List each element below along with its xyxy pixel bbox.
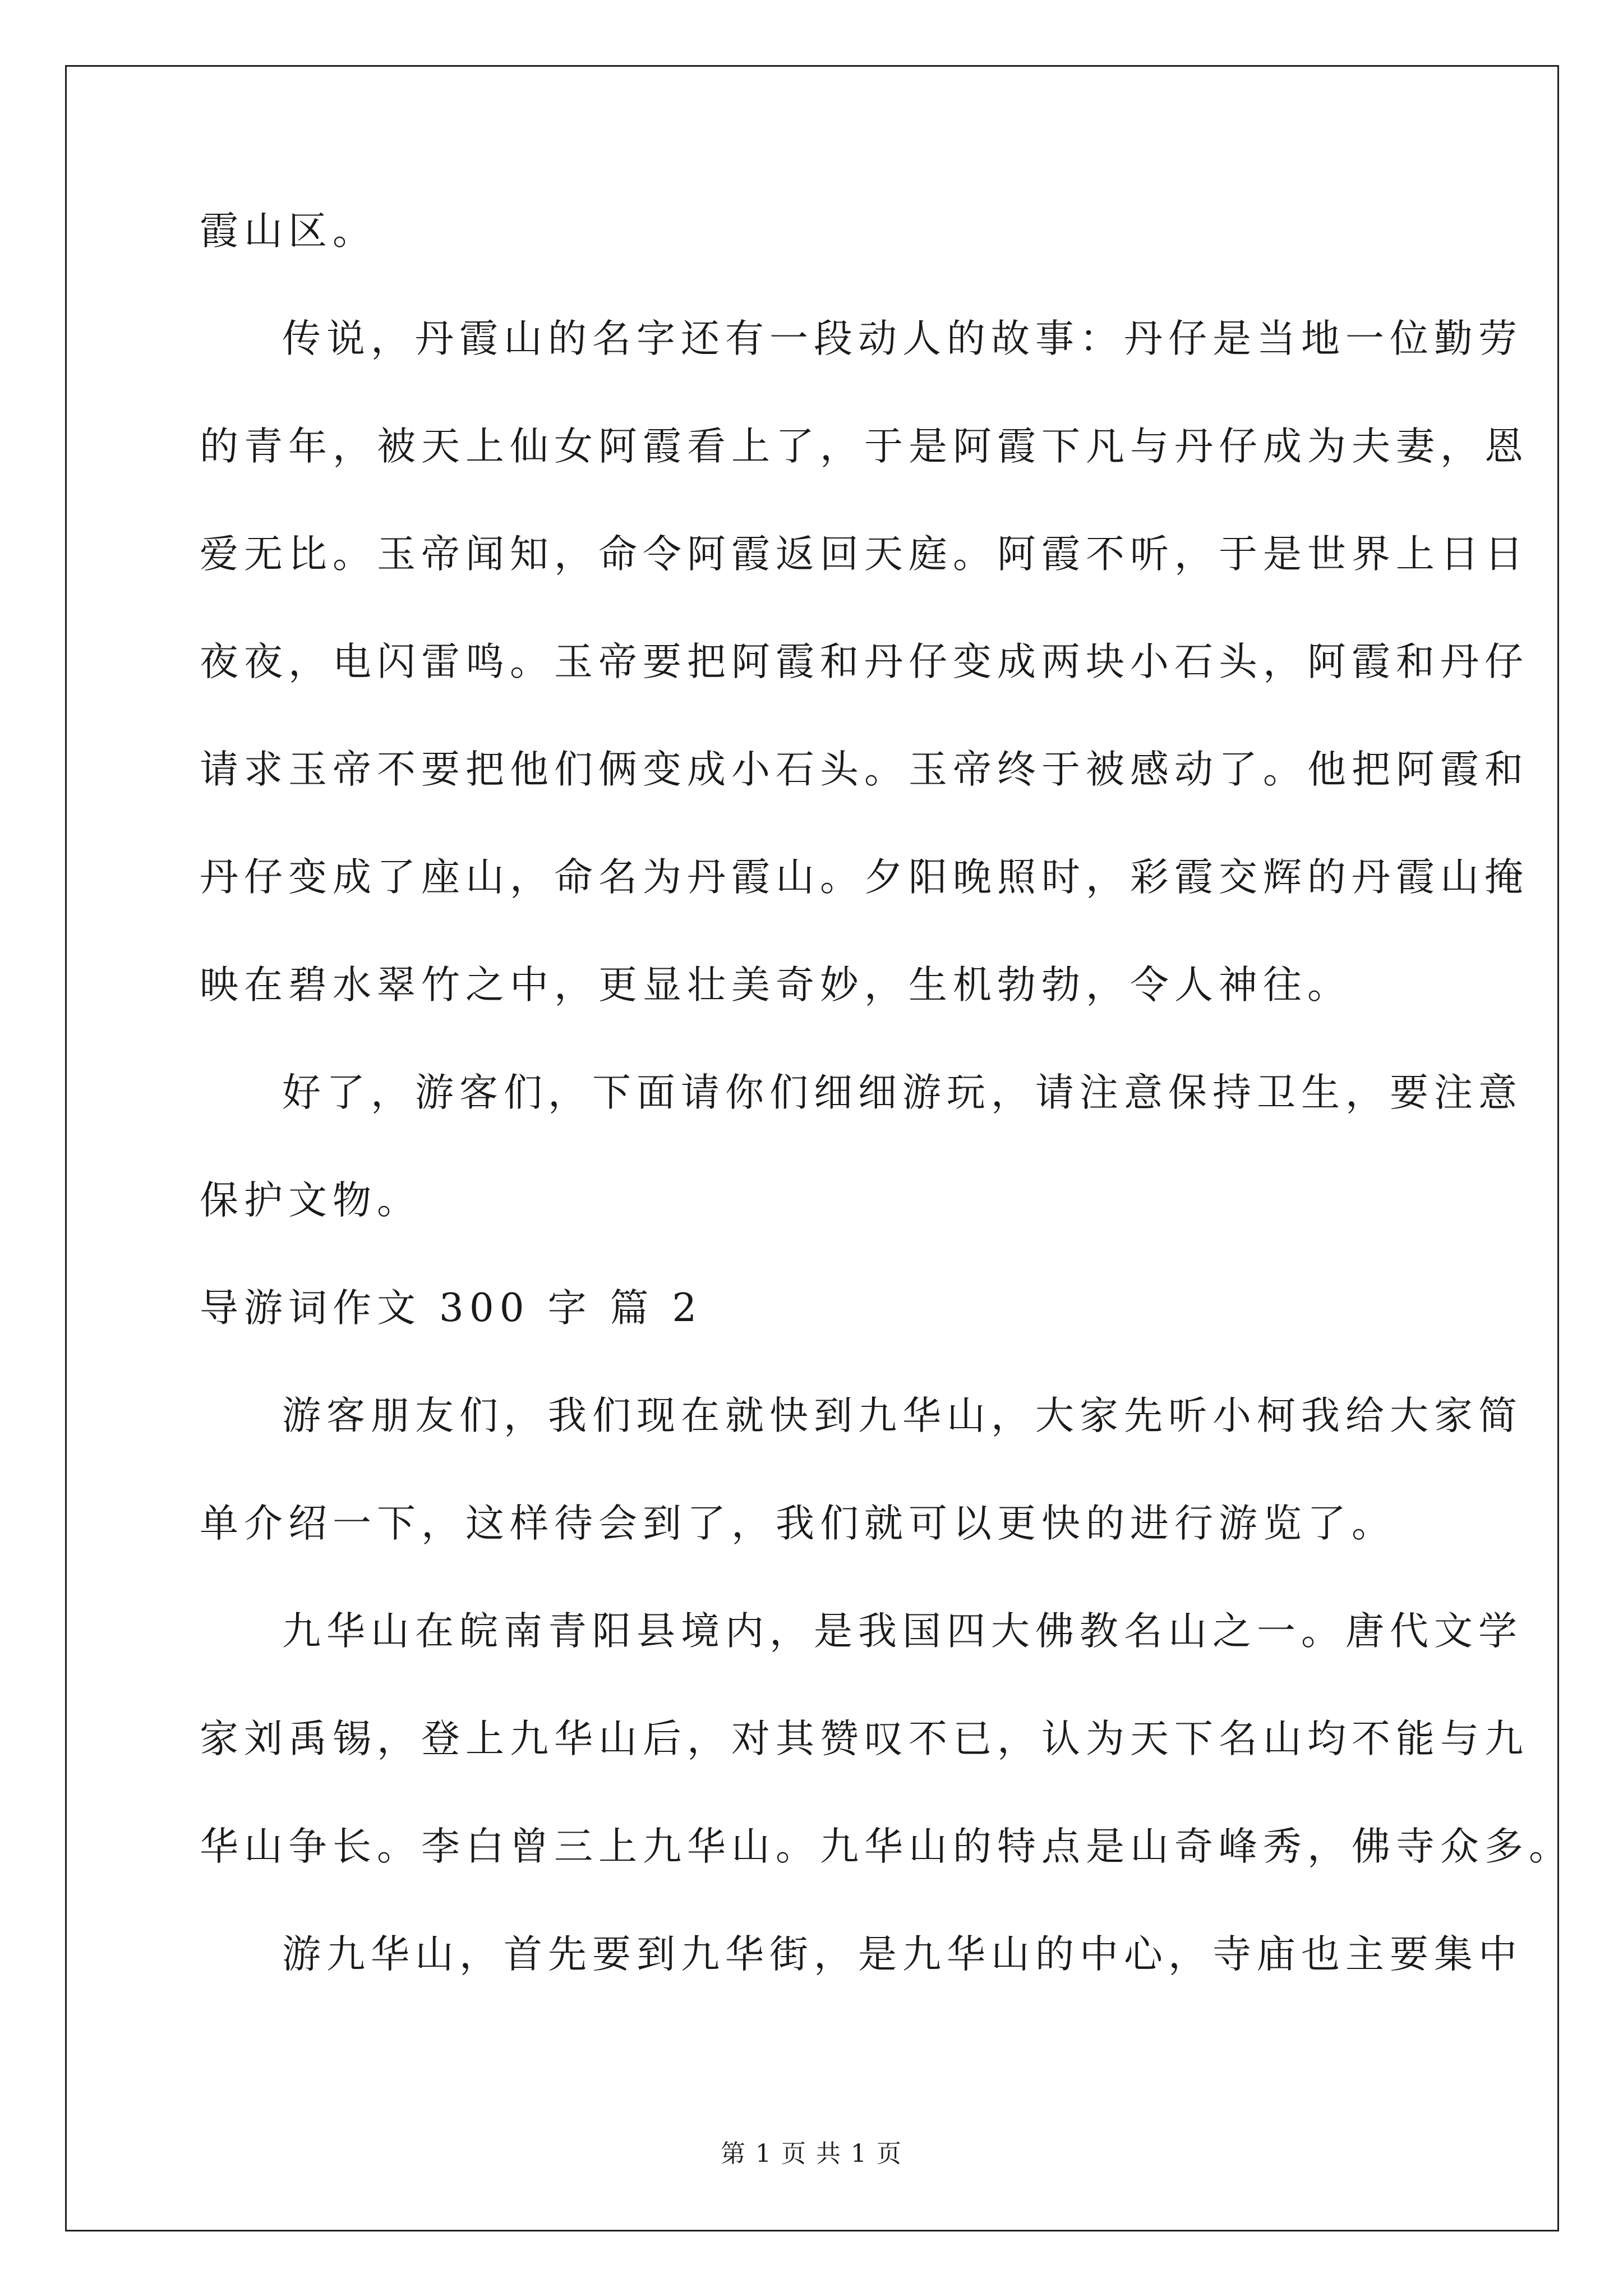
text-line: 请求玉帝不要把他们俩变成小石头。玉帝终于被感动了。他把阿霞和 [200,747,1529,792]
text-line: 霞山区。 [200,209,377,254]
page-number-footer: 第 1 页 共 1 页 [721,2139,902,2168]
text-line: 的青年，被天上仙女阿霞看上了，于是阿霞下凡与丹仔成为夫妻，恩 [200,424,1529,469]
paragraph-start: 好了，游客们，下面请你们细细游玩，请注意保持卫生，要注意 [282,1070,1523,1115]
text-line: 单介绍一下，这样待会到了，我们就可以更快的进行游览了。 [200,1501,1396,1546]
text-line: 爱无比。玉帝闻知，命令阿霞返回天庭。阿霞不听，于是世界上日日 [200,532,1529,577]
text-line: 华山争长。李白曾三上九华山。九华山的特点是山奇峰秀，佛寺众多。 [200,1824,1573,1869]
text-line: 映在碧水翠竹之中，更显壮美奇妙，生机勃勃，令人神往。 [200,963,1352,1007]
section-heading: 导游词作文 300 字 篇 2 [200,1286,703,1331]
paragraph-start: 九华山在皖南青阳县境内，是我国四大佛教名山之一。唐代文学 [282,1609,1523,1654]
text-line: 家刘禹锡，登上九华山后，对其赞叹不已，认为天下名山均不能与九 [200,1717,1529,1761]
text-line: 保护文物。 [200,1178,421,1223]
paragraph-start: 传说，丹霞山的名字还有一段动人的故事：丹仔是当地一位勤劳 [282,316,1523,361]
text-line: 夜夜，电闪雷鸣。玉帝要把阿霞和丹仔变成两块小石头，阿霞和丹仔 [200,639,1529,684]
paragraph-start: 游九华山，首先要到九华街，是九华山的中心，寺庙也主要集中 [282,1932,1523,1977]
text-line: 丹仔变成了座山，命名为丹霞山。夕阳晚照时，彩霞交辉的丹霞山掩 [200,855,1529,900]
paragraph-start: 游客朋友们，我们现在就快到九华山，大家先听小柯我给大家简 [282,1393,1523,1438]
page-border [65,65,1559,2231]
